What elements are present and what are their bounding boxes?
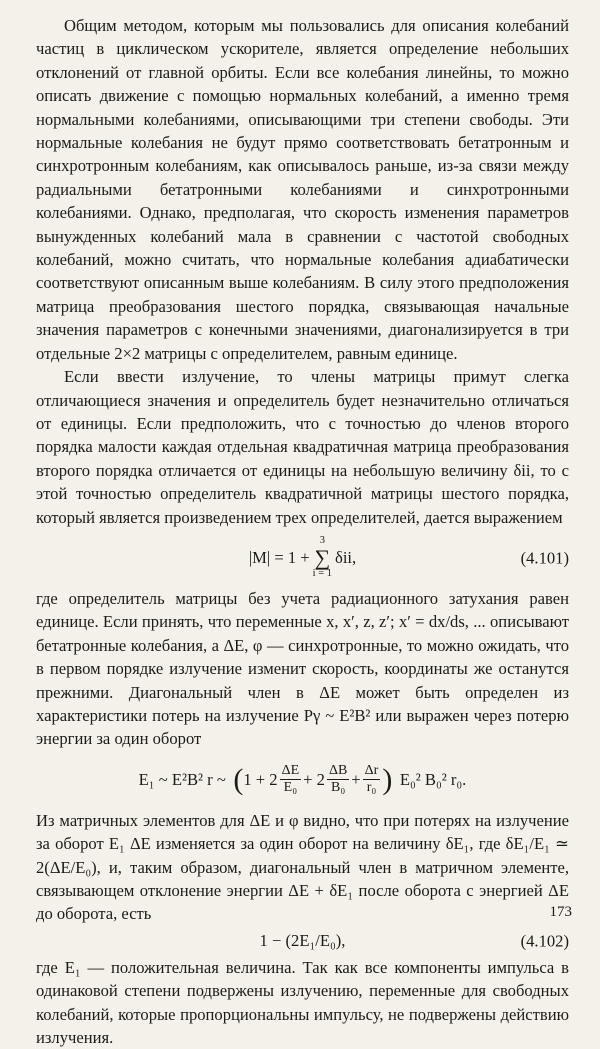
equation-energy-loss (36, 753, 569, 807)
sum-upper-limit: 3 (319, 535, 325, 547)
paragraph-3: где определитель матрицы без учета радиационного затухания равен единице. Если принять, что переменные x, x′, z, z′; x′ = dx/ds, ... описывают бетатронные колебания, а ΔE, φ — синхротронные, то можно ожидать, что в первом порядке излучение изменит скорость, координаты же останутся прежними. Диагональный член в ΔE может быть определен из характеристики потерь на излучение Pγ ~ E²B² или выражен через потерю энергии за один оборот (36, 588, 569, 749)
paragraph-1: Общим методом, которым мы пользовались для описания колебаний частиц в циклическом ускорителе, является определение небольших отклонений от главной орбиты. Если все колебания линейны, то можно описать движение с помощью нормальных колебаний, а именно тремя нормальными колебаниями, описывающими три степени свободы. Эти нормальные колебания не будут прямо соответствовать бетатронным и синхротронным колебаниям, как описывалось раньше, из-за связи между радиальными бетатронными колебаниями и синхротронными колебаниями. Однако, предполагая, что скорость изменения параметров вынужденных колебаний мала в сравнении с частотой свободных колебаний, можно считать, что нормальные колебания адиабатически соответствуют описанным выше колебаниям. В силу этого предположения матрица преобразования шестого порядка, связывающая начальные значения параметров с конечными значениями, диагонализируется в три отдельные 2×2 матрицы с определителем, равным единице. (36, 16, 569, 363)
right-paren-icon: ) (382, 762, 400, 796)
equation-number-4-101: (4.101) (520, 548, 569, 568)
frac-num: ΔE (280, 763, 302, 780)
eq-4-101-term: δii, (335, 548, 357, 568)
left-paren-icon: ( (225, 762, 244, 796)
eq-loss-plus3: + (351, 770, 361, 790)
fraction-dB-B0 (327, 763, 349, 796)
fraction-dE-E0 (280, 763, 302, 796)
page-number: 173 (549, 904, 572, 920)
frac-den: B₀ (331, 780, 346, 796)
equation-number-4-102: (4.102) (520, 931, 569, 951)
sigma-icon: ∑ (314, 544, 331, 570)
equation-4-102 (36, 928, 569, 954)
sum-lower-limit: i = 1 (312, 567, 332, 579)
frac-num: Δr (363, 763, 381, 780)
paragraph-2: Если ввести излучение, то члены матрицы примут слегка отличающиеся значения и определитель будет незначительно отличаться от единицы. Если предположить, что с точностью до членов второго порядка малости каждая отдельная квадратичная матрица преобразования второго порядка отличается от единицы на небольшую величину δii, то с этой точностью определитель квадратичной матрицы шестого порядка, который является произведением трех определителей, дается выражением (36, 367, 569, 527)
paragraph-5: где E₁ — положительная величина. Так как все компоненты импульса в одинаковой степени подвержены излучению, переменные для свободных колебаний, которые пропорциональны импульсу, не подвержены действию излучения. (36, 957, 569, 1048)
frac-num: ΔB (327, 763, 349, 780)
equation-4-101 (36, 531, 569, 585)
eq-loss-lead: E₁ ~ E²B² r ~ (138, 770, 226, 790)
frac-den: r₀ (366, 780, 377, 796)
eq-4-101-lhs: |M| = 1 + (248, 548, 310, 568)
eq-4-102-expr: 1 − (2E₁/E₀), (259, 931, 346, 951)
eq-loss-plus2: + 2 (303, 770, 325, 790)
eq-loss-one: 1 + 2 (243, 770, 278, 790)
eq-loss-tail: E₀² B₀² r₀. (399, 770, 467, 790)
paragraph-4: Из матричных элементов для ΔE и φ видно, что при потерях на излучение за оборот E₁ ΔE изменяется за один оборот на величину δE₁, где δE₁/E₁ ≃ 2(ΔE/E₀), и, таким образом, диагональный член в матричном элементе, связывающем отклонение энергии ΔE + δE₁ после оборота с энергией ΔE до оборота, есть (36, 810, 569, 924)
fraction-dr-r0 (363, 763, 381, 796)
summation-symbol (313, 536, 332, 579)
page-text (36, 14, 569, 1049)
frac-den: E₀ (283, 780, 298, 796)
